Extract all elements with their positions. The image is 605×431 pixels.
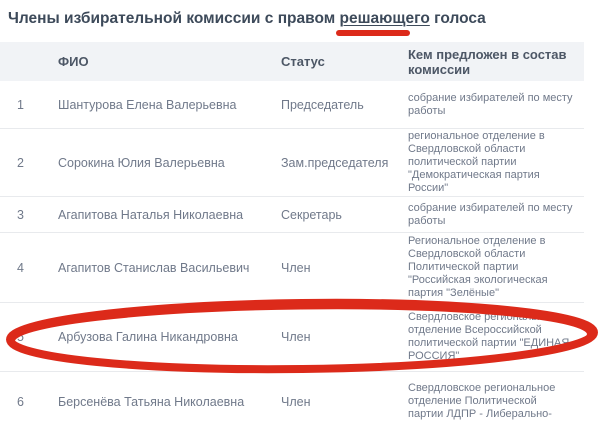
- table-row: [0, 196, 584, 232]
- member-proposer: Региональное отделение в Свердловской области Политической партии "Российская экологическая партия "Зелёные": [408, 235, 548, 299]
- header-cell-proposer: Кем предложен в состав комиссии: [408, 46, 567, 77]
- header-cell-fio: ФИО: [58, 54, 89, 69]
- member-name: Агапитов Станислав Васильевич: [58, 260, 250, 275]
- row-number: 5: [17, 330, 24, 344]
- table-body: [0, 81, 584, 431]
- member-proposer: собрание избирателей по месту работы: [408, 201, 573, 227]
- title-prefix: Члены избирательной комиссии с правом: [8, 10, 340, 27]
- row-number: 6: [17, 394, 24, 409]
- table-row: [0, 128, 584, 196]
- members-table: [0, 42, 584, 431]
- member-status: Член: [281, 260, 311, 275]
- member-name: Агапитова Наталья Николаевна: [58, 207, 244, 222]
- table-row: [0, 232, 584, 302]
- member-status: Секретарь: [281, 207, 342, 222]
- table-header-row: [0, 42, 584, 81]
- title-suffix: голоса: [429, 10, 486, 27]
- title-highlighted-word: решающего: [339, 10, 430, 27]
- member-name: Берсенёва Татьяна Николаевна: [58, 394, 245, 409]
- row-number: 4: [17, 260, 24, 275]
- member-name: Сорокина Юлия Валерьевна: [58, 155, 225, 170]
- table-row: [0, 302, 584, 371]
- member-proposer: Свердловское региональное отделение Политической партии ЛДПР - Либерально-: [408, 382, 556, 420]
- member-status: Член: [281, 394, 311, 409]
- row-number: 3: [17, 207, 24, 222]
- member-status: Член: [281, 330, 311, 344]
- member-status: Председатель: [281, 97, 364, 112]
- member-proposer: Свердловское региональное отделение Всероссийской политической партии "ЕДИНАЯ РОССИЯ": [408, 311, 570, 362]
- member-status: Зам.председателя: [281, 155, 389, 170]
- table-row: [0, 371, 584, 431]
- member-proposer: региональное отделение в Свердловской области политической партии "Демократическая партия России": [408, 130, 545, 194]
- table-row: [0, 81, 584, 128]
- row-number: 1: [17, 97, 24, 112]
- header-cell-status: Статус: [281, 54, 325, 69]
- page-title: [0, 0, 605, 28]
- member-proposer: собрание избирателей по месту работы: [408, 91, 573, 117]
- row-number: 2: [17, 155, 24, 170]
- member-name: Арбузова Галина Никандровна: [58, 330, 238, 344]
- member-name: Шантурова Елена Валерьевна: [58, 97, 237, 112]
